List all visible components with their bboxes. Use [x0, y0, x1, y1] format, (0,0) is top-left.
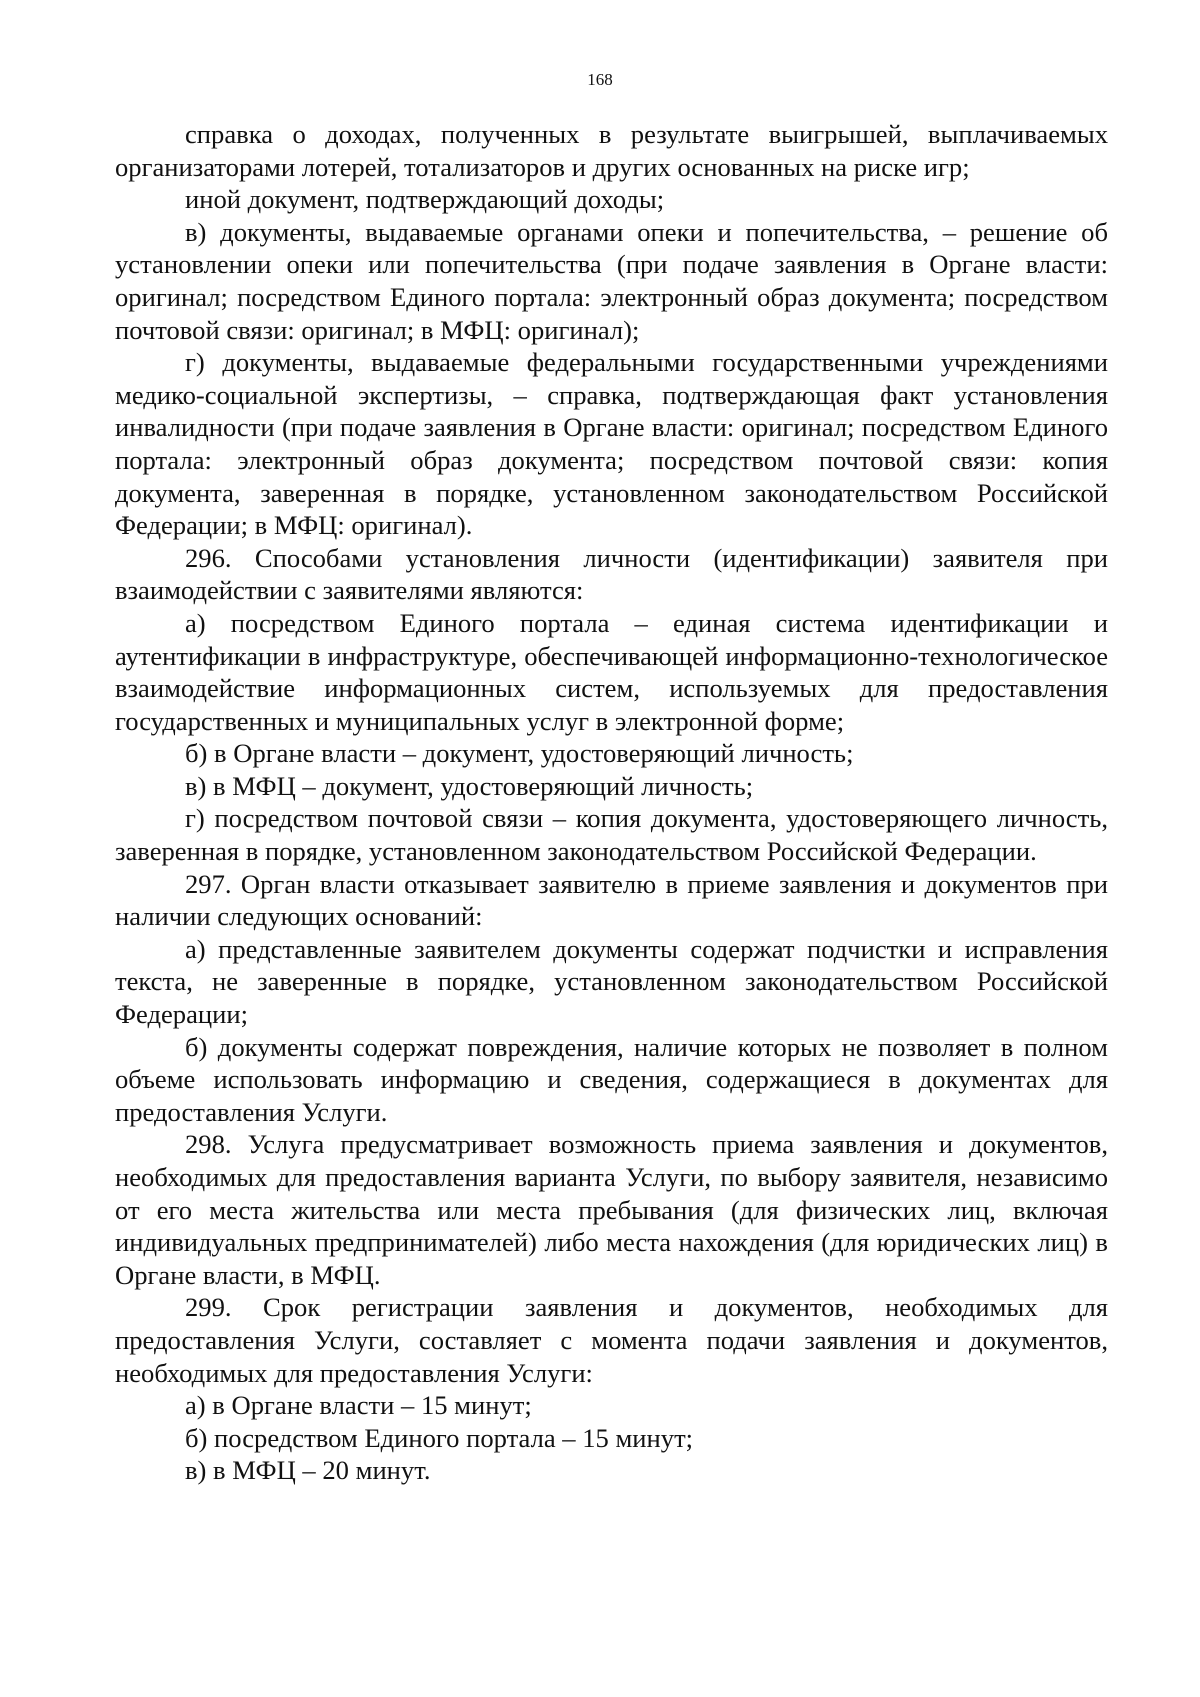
document-body	[115, 118, 1108, 1487]
paragraph-296-g: г) посредством почтовой связи – копия документа, удостоверяющего личность, заверенная в порядке, установленном законодательством Российской Федерации.	[115, 803, 1108, 867]
paragraph-299-v: в) в МФЦ – 20 минут.	[185, 1455, 431, 1486]
paragraph-income-lottery: справка о доходах, полученных в результате выигрышей, выплачиваемых организаторами лотерей, тотализаторов и других основанных на риске игр;	[115, 119, 1108, 182]
paragraph-299-b: б) посредством Единого портала – 15 минут;	[185, 1422, 694, 1453]
paragraph-296-a: а) посредством Единого портала – единая система идентификации и аутентификации в инфраструктуре, обеспечивающей информационно-технологическое взаимодействие информационных систем, используемых для предоставления государственных и муниципальных услуг в электронной форме;	[115, 607, 1108, 736]
paragraph-299-registration-term: 299. Срок регистрации заявления и документов, необходимых для предоставления Услуги, составляет с момента подачи заявления и документов, необходимых для предоставления Услуги:	[115, 1292, 1108, 1388]
paragraph-298-extraterritorial: 298. Услуга предусматривает возможность приема заявления и документов, необходимых для предоставления варианта Услуги, по выбору заявителя, независимо от его места жительства или места пребывания (для физических лиц, включая индивидуальных предпринимателей) либо места нахождения (для юридических лиц) в Органе власти, в МФЦ.	[115, 1129, 1108, 1290]
paragraph-296-v: в) в МФЦ – документ, удостоверяющий личность;	[185, 770, 754, 801]
page-number: 168	[587, 70, 613, 89]
paragraph-297-refusal: 297. Орган власти отказывает заявителю в приеме заявления и документов при наличии следующих оснований:	[115, 868, 1108, 932]
paragraph-guardianship-documents: в) документы, выдаваемые органами опеки и попечительства, – решение об установлении опеки или попечительства (при подаче заявления в Органе власти: оригинал; посредством Единого портала: электронный образ документа; посредством почтовой связи: оригинал; в МФЦ: оригинал);	[115, 216, 1108, 345]
paragraph-299-a: а) в Органе власти – 15 минут;	[185, 1390, 532, 1421]
paragraph-296-b: б) в Органе власти – документ, удостоверяющий личность;	[185, 738, 854, 769]
paragraph-297-a: а) представленные заявителем документы содержат подчистки и исправления текста, не заверенные в порядке, установленном законодательством Российской Федерации;	[115, 933, 1108, 1030]
paragraph-disability-documents: г) документы, выдаваемые федеральными государственными учреждениями медико-социальной экспертизы, – справка, подтверждающая факт установления инвалидности (при подаче заявления в Органе власти: оригинал; посредством Единого портала: электронный образ документа; посредством почтовой связи: копия документа, заверенная в порядке, установленном законодательством Российской Федерации; в МФЦ: оригинал).	[115, 347, 1108, 541]
paragraph-296-identification: 296. Способами установления личности (идентификации) заявителя при взаимодействии с заявителями являются:	[115, 542, 1108, 606]
paragraph-297-b: б) документы содержат повреждения, наличие которых не позволяет в полном объеме использовать информацию и сведения, содержащиеся в документах для предоставления Услуги.	[115, 1031, 1108, 1127]
paragraph-other-income-document: иной документ, подтверждающий доходы;	[185, 184, 665, 215]
